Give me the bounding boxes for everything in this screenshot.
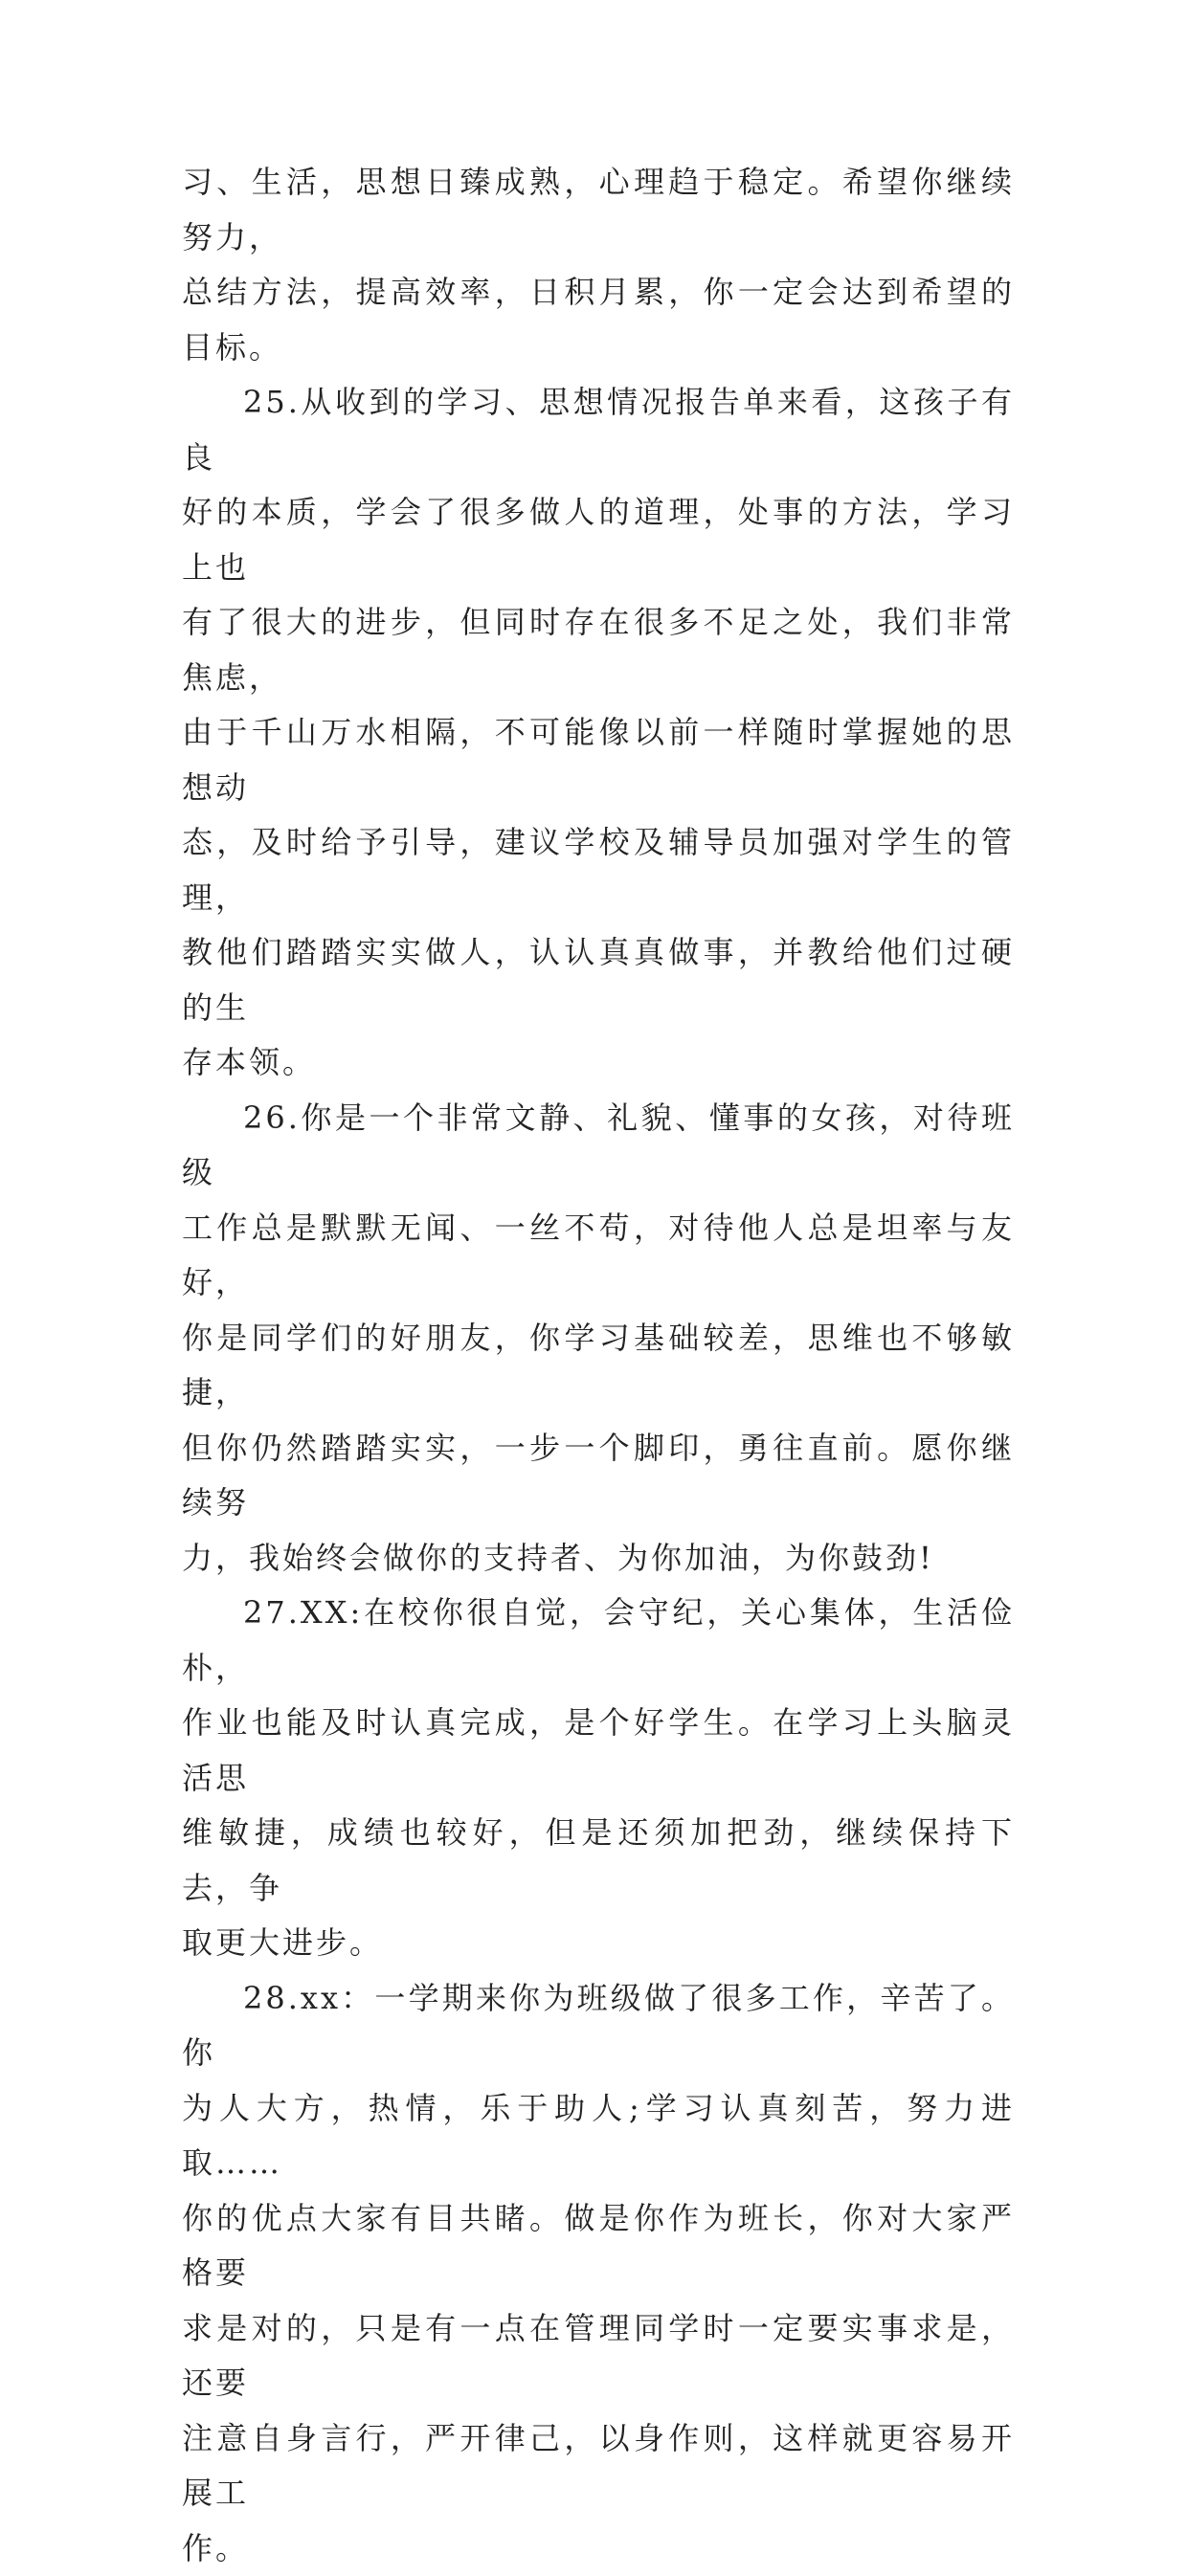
paragraph-28 (182, 1971, 1015, 2576)
line: 力，我始终会做你的支持者、为你加油，为你鼓劲! (182, 1540, 934, 1576)
line: 维敏捷，成绩也较好，但是还须加把劲，继续保持下去，争 (182, 1814, 1015, 1906)
line: 28.xx：一学期来你为班级做了很多工作，辛苦了。你 (182, 1980, 1015, 2072)
line: 27.XX:在校你很自觉，会守纪，关心集体，生活俭朴， (182, 1594, 1015, 1686)
line: 你是同学们的好朋友，你学习基础较差，思维也不够敏捷， (182, 1320, 1015, 1411)
line: 注意自身言行，严开律己，以身作则，这样就更容易开展工 (182, 2420, 1015, 2512)
line: 由于千山万水相隔，不可能像以前一样随时掌握她的思想动 (182, 714, 1015, 806)
line: 取更大进步。 (182, 1924, 383, 1961)
line: 求是对的，只是有一点在管理同学时一定要实事求是，还要 (182, 2310, 1015, 2402)
line: 但你仍然踏踏实实，一步一个脚印，勇往直前。愿你继续努 (182, 1430, 1015, 1521)
line: 作业也能及时认真完成，是个好学生。在学习上头脑灵活思 (182, 1704, 1015, 1796)
line: 26.你是一个非常文静、礼貌、懂事的女孩，对待班级 (182, 1099, 1015, 1191)
paragraph-24-continuation (182, 155, 1015, 375)
line: 作。 (182, 2530, 249, 2566)
paragraph-25 (182, 375, 1015, 1091)
line: 教他们踏踏实实做人，认认真真做事，并教给他们过硬的生 (182, 934, 1015, 1026)
line: 你的优点大家有目共睹。做是你作为班长，你对大家严格要 (182, 2200, 1015, 2292)
line: 存本领。 (182, 1044, 316, 1080)
paragraph-26 (182, 1091, 1015, 1587)
line: 总结方法，提高效率，日积月累，你一定会达到希望的目标。 (182, 274, 1015, 366)
line: 习、生活，思想日臻成熟，心理趋于稳定。希望你继续努力， (182, 164, 1015, 255)
line: 有了很大的进步，但同时存在很多不足之处，我们非常焦虑， (182, 604, 1015, 696)
line: 为人大方，热情，乐于助人;学习认真刻苦，努力进取…… (182, 2090, 1015, 2182)
document-body (182, 155, 1015, 2576)
paragraph-27 (182, 1586, 1015, 1971)
line: 工作总是默默无闻、一丝不苟，对待他人总是坦率与友好， (182, 1210, 1015, 1301)
line: 25.从收到的学习、思想情况报告单来看，这孩子有良 (182, 384, 1015, 476)
line: 态，及时给予引导，建议学校及辅导员加强对学生的管理， (182, 824, 1015, 916)
line: 好的本质，学会了很多做人的道理，处事的方法，学习上也 (182, 494, 1015, 586)
